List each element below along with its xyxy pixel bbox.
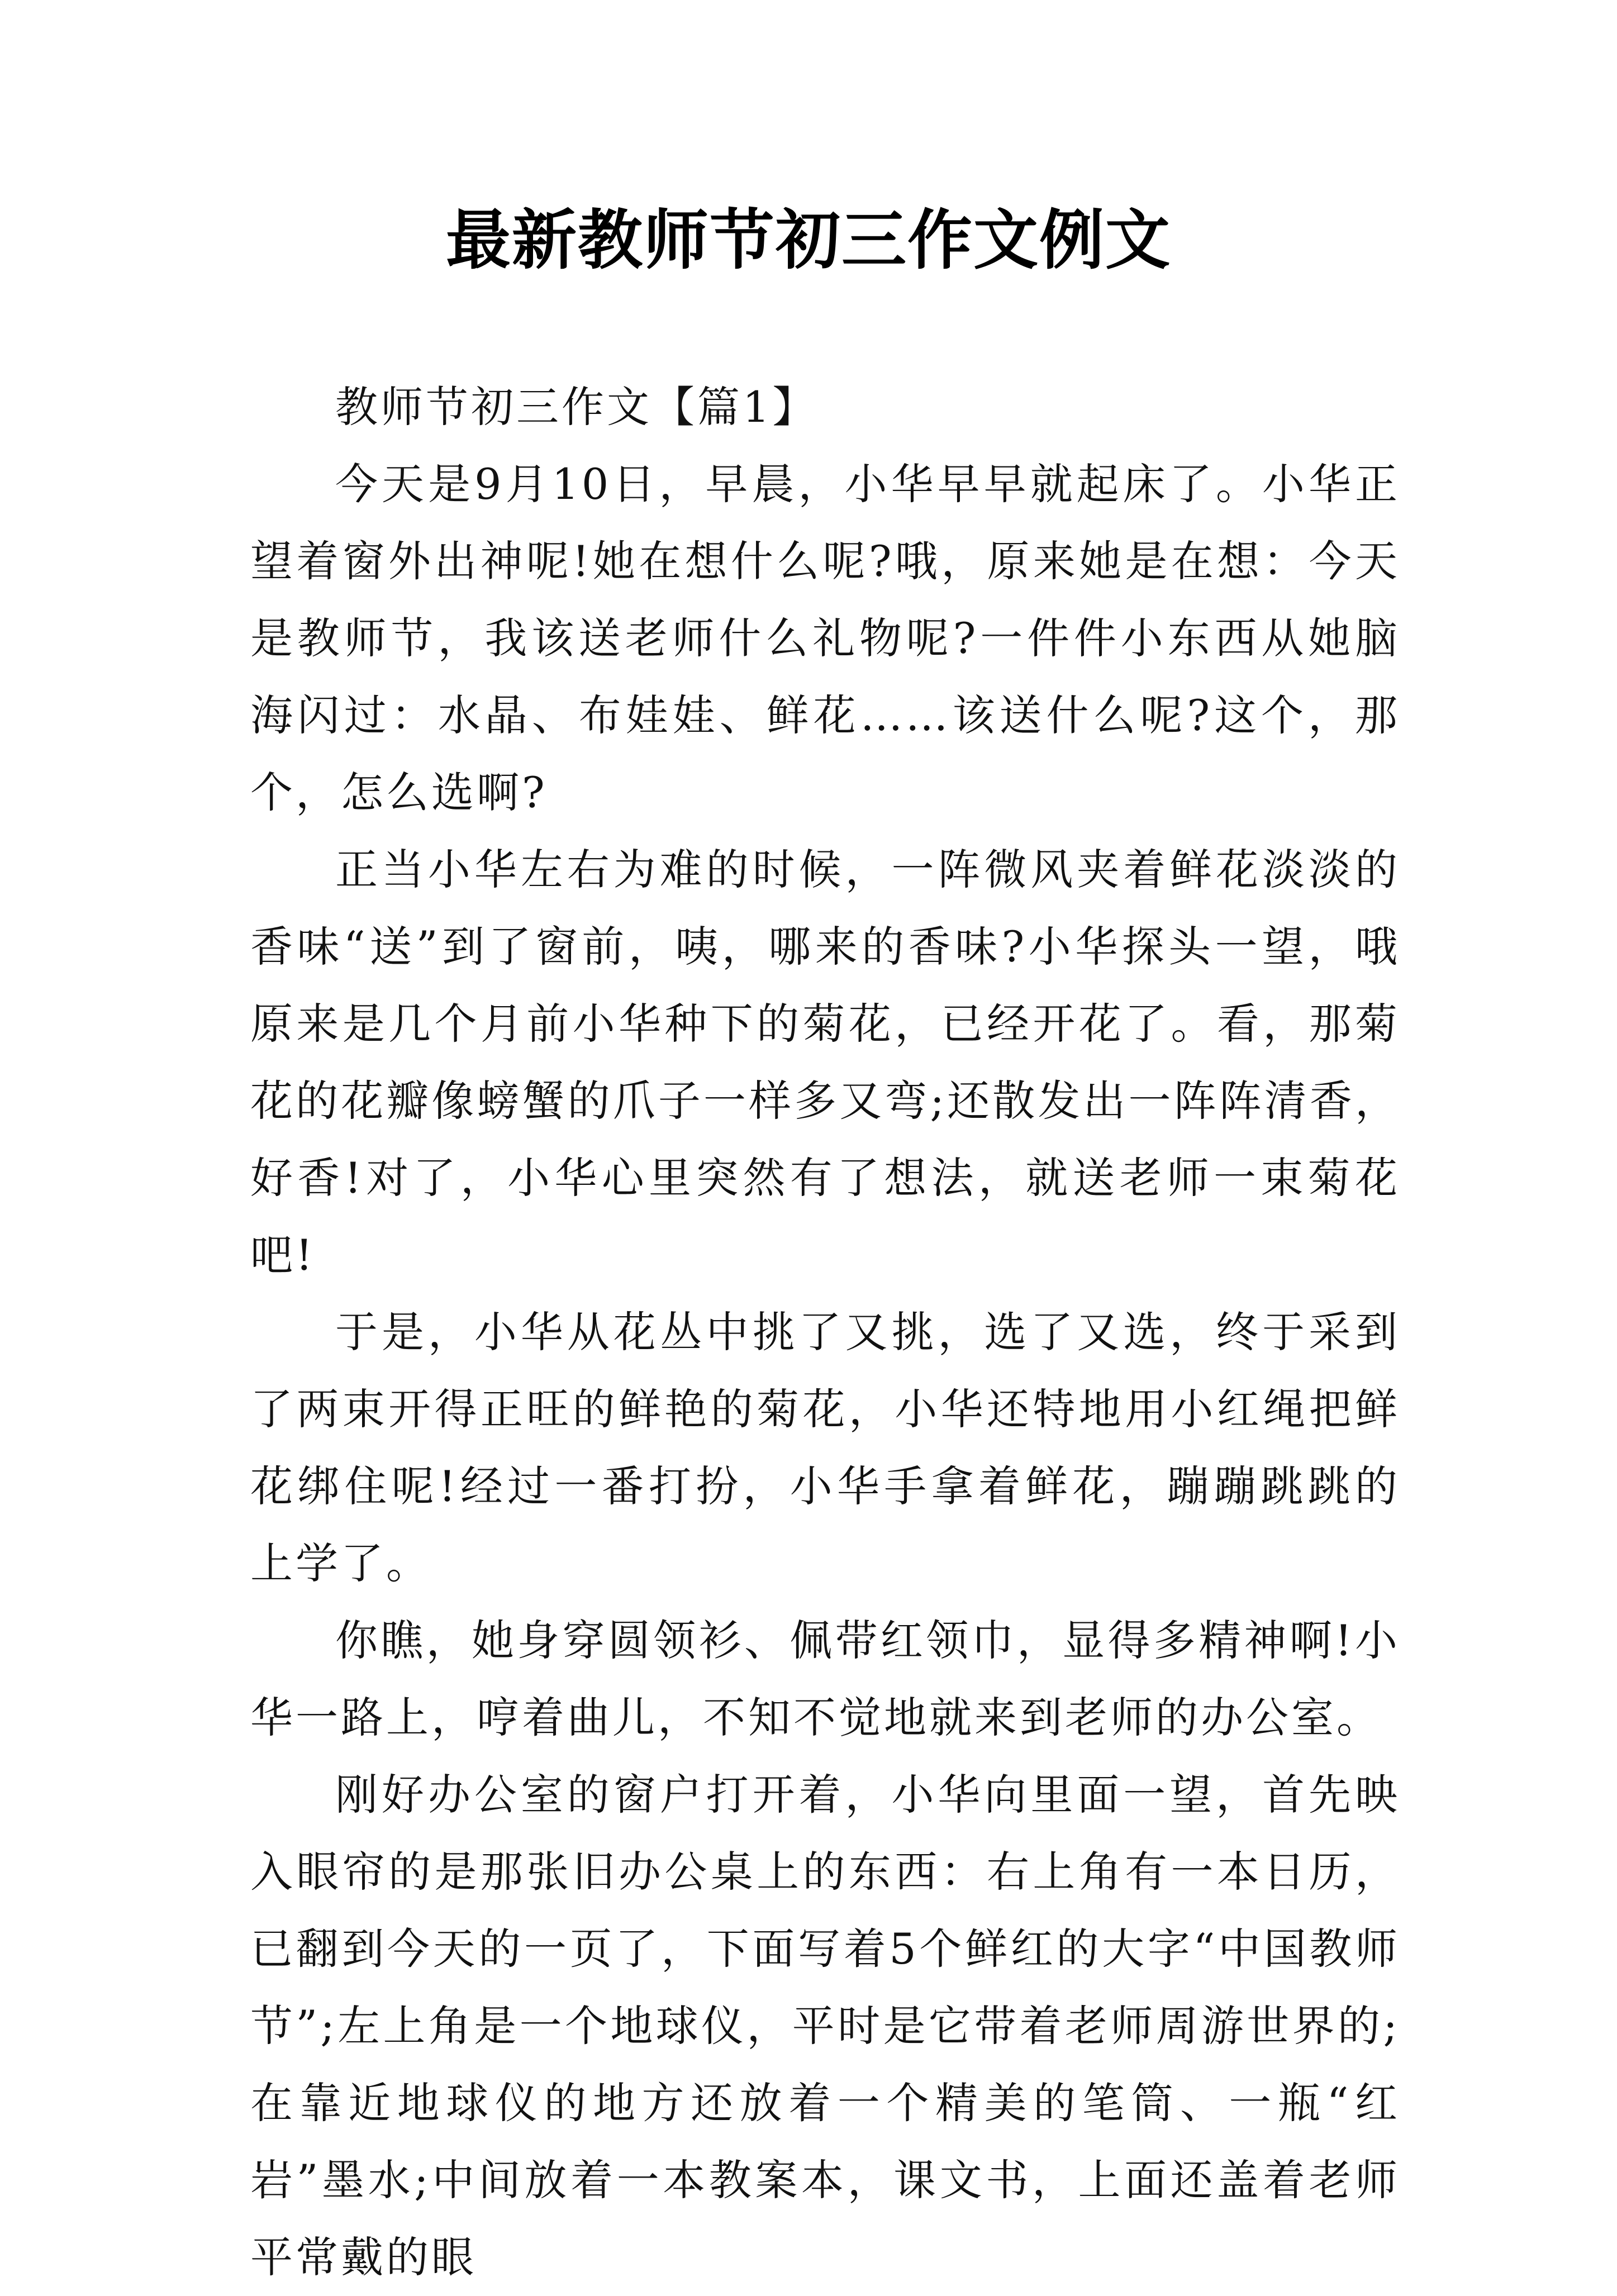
paragraph-1: 今天是9月10日，早晨，小华早早就起床了。小华正望着窗外出神呢!她在想什么呢?哦，原来她是在想：今天是教师节，我该送老师什么礼物呢?一件件小东西从她脑海闪过：水晶、布娃娃、鲜花……该送什么呢?这个，那个，怎么选啊? <box>250 459 1400 817</box>
section-heading: 教师节初三作文【篇1】 <box>335 382 818 432</box>
document-title: 最新教师节初三作文例文 <box>446 202 1171 278</box>
paragraph-3: 于是，小华从花丛中挑了又挑，选了又选，终于采到了两束开得正旺的鲜艳的菊花，小华还特地用小红绳把鲜花绑住呢!经过一番打扮，小华手拿着鲜花，蹦蹦跳跳的上学了。 <box>250 1307 1400 1588</box>
paragraph-2: 正当小华左右为难的时候，一阵微风夹着鲜花淡淡的香味“送”到了窗前，咦，哪来的香味?小华探头一望，哦原来是几个月前小华种下的菊花，已经开花了。看，那菊花的花瓣像螃蟹的爪子一样多又弯;还散发出一阵阵清香，好香!对了，小华心里突然有了想法，就送老师一束菊花吧! <box>250 845 1400 1280</box>
paragraph-4: 你瞧，她身穿圆领衫、佩带红领巾，显得多精神啊!小华一路上，哼着曲儿，不知不觉地就来到老师的办公室。 <box>250 1616 1400 1742</box>
paragraph-5: 刚好办公室的窗户打开着，小华向里面一望，首先映入眼帘的是那张旧办公桌上的东西：右上角有一本日历，已翻到今天的一页了，下面写着5个鲜红的大字“中国教师节”;左上角是一个地球仪，平时是它带着老师周游世界的;在靠近地球仪的地方还放着一个精美的笔筒、一瓶“红岩”墨水;中间放着一本教案本，课文书，上面还盖着老师平常戴的眼 <box>250 1770 1400 2282</box>
document-body <box>250 369 1400 2296</box>
